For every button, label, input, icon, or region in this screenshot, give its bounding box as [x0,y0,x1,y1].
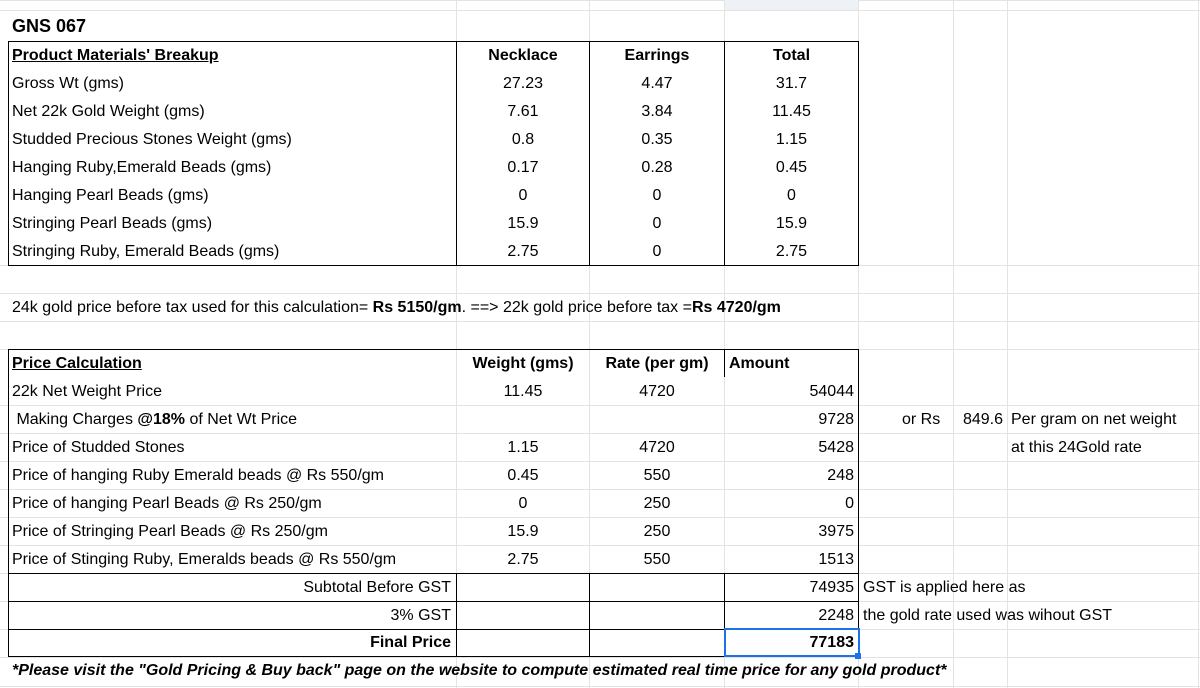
materials-header-label: Product Materials' Breakup [12,47,219,64]
gst-note-line-1: GST is applied here as [863,579,1026,596]
cell-amount: 3975 [818,523,854,540]
row-label: Stringing Ruby, Emerald Beads (gms) [12,243,280,260]
cell-necklace: 0 [518,187,528,204]
footer-note: *Please visit the "Gold Pricing & Buy back" page on the website to compute estimated real time price for any gold product* [12,662,947,679]
row-label [12,410,297,430]
row-label: Net 22k Gold Weight (gms) [12,103,205,120]
gst-amount: 2248 [818,607,854,624]
fill-handle[interactable] [855,653,861,659]
cell-necklace: 27.23 [502,75,544,92]
materials-header-earrings: Earrings [624,47,690,64]
final-price-amount[interactable]: 77183 [809,634,854,651]
gold-note-text-1: 24k gold price before tax used for this calculation= [12,299,373,316]
cell-total: 1.15 [775,131,808,148]
row-label: Stringing Pearl Beads (gms) [12,215,213,232]
cell-rate: 550 [643,551,671,568]
cell-amount: 248 [827,467,854,484]
cell-amount: 5428 [818,439,854,456]
cell-necklace: 15.9 [507,215,539,232]
cell-earrings: 0.28 [641,159,673,176]
rate-text: at this 24Gold rate [1011,439,1142,456]
subtotal-amount: 74935 [809,579,854,596]
cell-weight: 11.45 [503,383,543,400]
cell-total: 15.9 [775,215,808,232]
cell-weight: 0.45 [507,467,539,484]
gold-note-text-2: . ==> 22k gold price before tax = [461,299,692,316]
row-label: Hanging Ruby,Emerald Beads (gms) [12,159,272,176]
cell-weight: 0 [518,495,528,512]
cell-necklace: 0.17 [507,159,539,176]
row-label: Price of Studded Stones [12,439,185,456]
per-gram-text: Per gram on net weight [1011,411,1177,428]
cell-total: 31.7 [775,75,808,92]
row-label: Price of Stringing Pearl Beads @ Rs 250/gm [12,523,328,540]
cell-earrings: 0 [652,243,662,260]
materials-header-total: Total [772,47,811,64]
cell-amount: 54044 [809,383,854,400]
cell-earrings: 4.47 [641,75,673,92]
gold-price-note [12,298,781,318]
cell-earrings: 3.84 [641,103,673,120]
gst-label: 3% GST [390,607,451,624]
cell-amount: 9728 [818,411,854,428]
cell-necklace: 0.8 [511,131,535,148]
cell-amount: 0 [845,495,854,512]
cell-necklace: 2.75 [507,243,539,260]
row-label: Price of hanging Ruby Emerald beads @ Rs 550/gm [12,467,384,484]
price-header-rate: Rate (per gm) [605,355,709,372]
row-label: Hanging Pearl Beads (gms) [12,187,209,204]
row-label: Gross Wt (gms) [12,75,124,92]
cell-weight: 2.75 [507,551,539,568]
row-label-bold: @18% [137,411,186,428]
gst-note-line-2: the gold rate used was wihout GST [863,607,1113,624]
row-label-text-1: Making Charges [12,411,138,428]
row-label: Studded Precious Stones Weight (gms) [12,131,292,148]
row-label: 22k Net Weight Price [12,383,162,400]
final-price-label: Final Price [370,634,451,651]
cell-amount: 1513 [818,551,854,568]
cell-rate: 550 [643,467,671,484]
cell-rate: 4720 [639,383,675,400]
cell-earrings: 0.35 [641,131,673,148]
materials-header-necklace: Necklace [488,47,558,64]
per-gram-value: 849.6 [962,411,1003,428]
price-header-label: Price Calculation [12,355,142,372]
cell-total: 0.45 [775,159,808,176]
selected-cell[interactable] [724,628,860,657]
subtotal-label: Subtotal Before GST [303,579,451,596]
row-label-text-2: of Net Wt Price [185,411,298,428]
cell-weight: 1.15 [507,439,539,456]
cell-rate: 250 [643,523,671,540]
cell-rate: 250 [643,495,671,512]
cell-necklace: 7.61 [507,103,539,120]
cell-earrings: 0 [652,215,662,232]
cell-total: 0 [787,187,796,204]
cell-rate: 4720 [639,439,675,456]
cell-earrings: 0 [652,187,662,204]
price-header-weight: Weight (gms) [472,355,574,372]
cell-total: 11.45 [772,103,811,120]
row-label: Price of Stinging Ruby, Emeralds beads @ Rs 550/gm [12,551,397,568]
cell-total: 2.75 [775,243,808,260]
cell-weight: 15.9 [507,523,539,540]
price-header-amount: Amount [729,355,790,372]
gold-note-24k-rate: Rs 5150/gm [372,299,462,316]
gold-note-22k-rate: Rs 4720/gm [691,299,781,316]
row-label: Price of hanging Pearl Beads @ Rs 250/gm [12,495,322,512]
or-rs-label: or Rs [902,411,941,428]
sheet-title: GNS 067 [12,16,87,36]
